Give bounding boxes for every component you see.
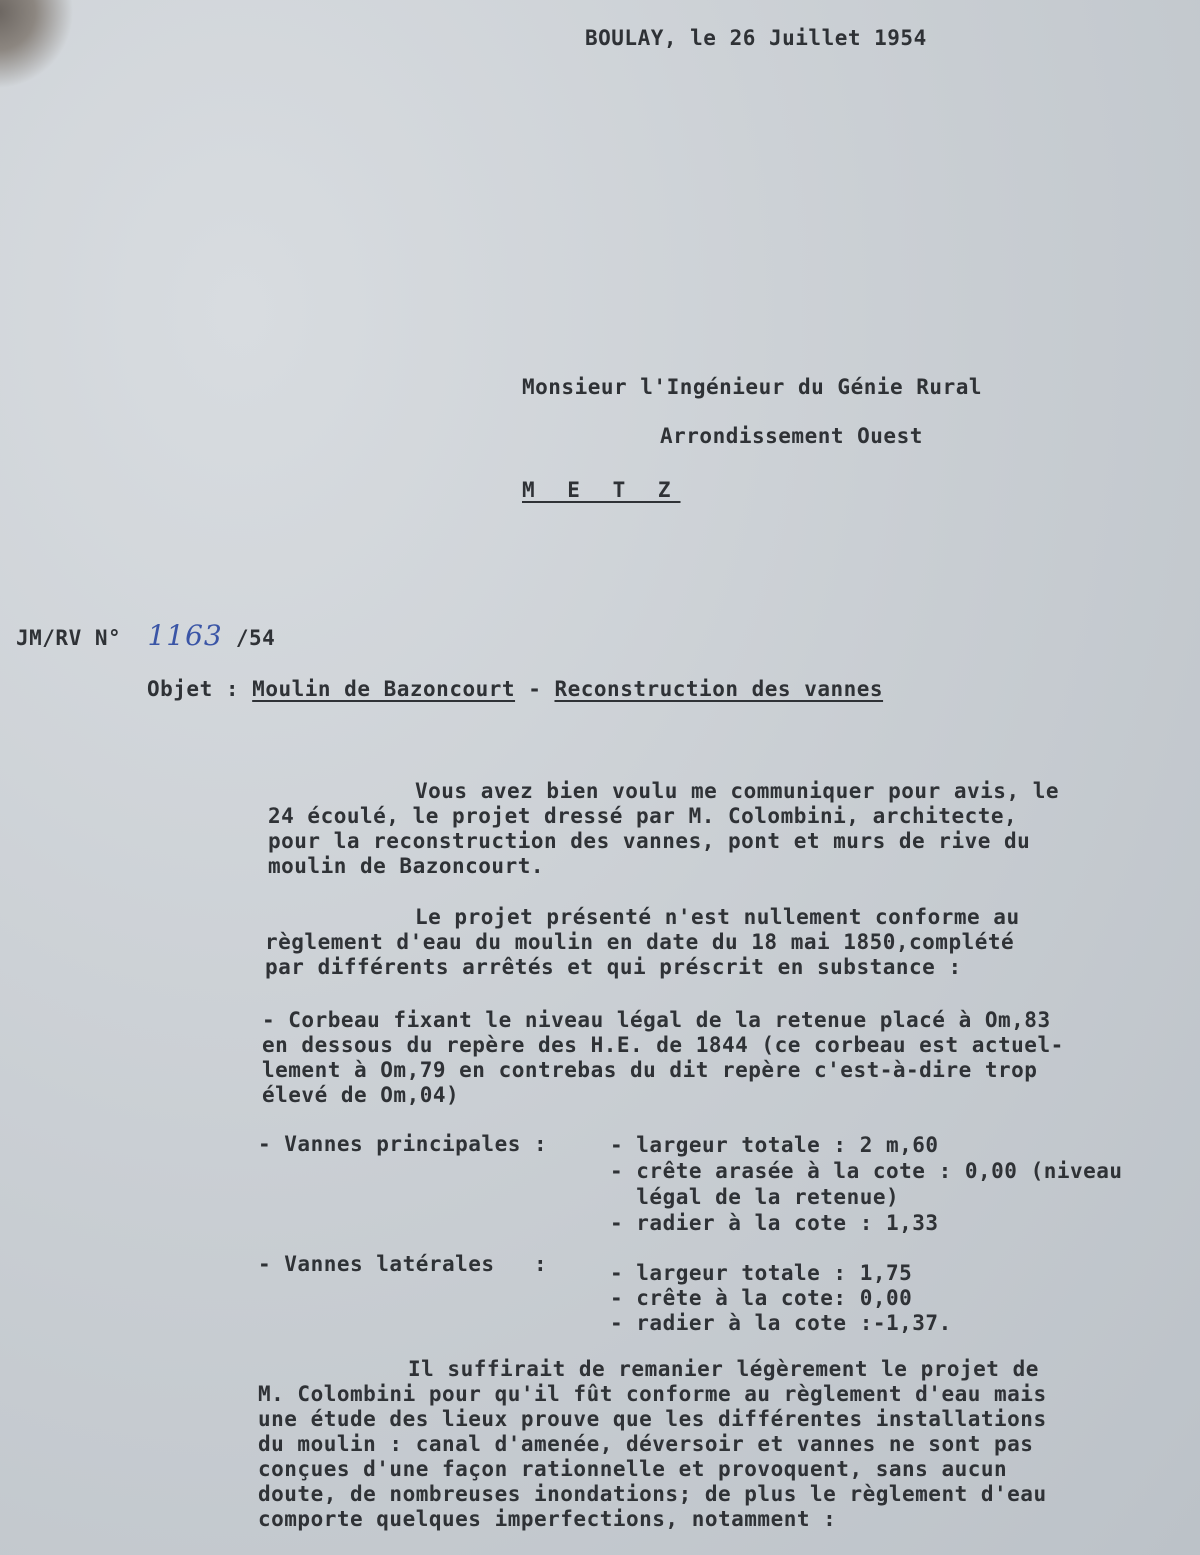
vannes-principales-item-4: - radier à la cote : 1,33 [610, 1211, 939, 1235]
recipient-line-2: Arrondissement Ouest [660, 424, 923, 448]
paragraph-4-line-6: doute, de nombreuses inondations; de plus le règlement d'eau [258, 1482, 1047, 1506]
recipient-city: M E T Z [522, 478, 681, 502]
vannes-principales-item-1: - largeur totale : 2 m,60 [610, 1133, 939, 1157]
vannes-principales-label: - Vannes principales : [258, 1132, 548, 1156]
reference-prefix: JM/RV N° [16, 626, 122, 650]
paragraph-1-line-2: 24 écoulé, le projet dressé par M. Colombini, architecte, [268, 804, 1018, 828]
subject-part-2: Reconstruction des vannes [554, 677, 884, 701]
paragraph-3-line-3: lement à Om,79 en contrebas du dit repère c'est-à-dire trop [262, 1058, 1038, 1082]
paragraph-3-line-4: élevé de Om,04) [262, 1083, 460, 1107]
subject-separator: - [515, 677, 555, 701]
paragraph-4-line-2: M. Colombini pour qu'il fût conforme au règlement d'eau mais [258, 1382, 1047, 1406]
paragraph-3-line-1: - Corbeau fixant le niveau légal de la retenue placé à Om,83 [262, 1008, 1051, 1032]
paragraph-1-line-3: pour la reconstruction des vannes, pont et murs de rive du [268, 829, 1031, 853]
subject-line [147, 677, 883, 702]
recipient-line-1: Monsieur l'Ingénieur du Génie Rural [522, 375, 983, 399]
paragraph-3-line-2: en dessous du repère des H.E. de 1844 (ce corbeau est actuel- [262, 1033, 1064, 1057]
place-date: BOULAY, le 26 Juillet 1954 [585, 26, 927, 50]
vannes-laterales-item-3: - radier à la cote :-1,37. [610, 1311, 952, 1335]
paragraph-4-line-5: conçues d'une façon rationnelle et provoquent, sans aucun [258, 1457, 1008, 1481]
paragraph-4-line-3: une étude des lieux prouve que les différentes installations [258, 1407, 1047, 1431]
paragraph-1-line-1: Vous avez bien voulu me communiquer pour avis, le [415, 779, 1060, 803]
vannes-principales-item-3: légal de la retenue) [610, 1185, 900, 1209]
vannes-laterales-item-1: - largeur totale : 1,75 [610, 1261, 913, 1285]
reference-line [16, 619, 276, 652]
vannes-laterales-item-2: - crête à la cote: 0,00 [610, 1286, 913, 1310]
paragraph-4-line-7: comporte quelques imperfections, notamment : [258, 1507, 837, 1531]
paragraph-1-line-4: moulin de Bazoncourt. [268, 854, 545, 878]
paragraph-4-line-4: du moulin : canal d'amenée, déversoir et vannes ne sont pas [258, 1432, 1034, 1456]
paragraph-4-line-1: Il suffirait de remanier légèrement le projet de [408, 1357, 1039, 1381]
reference-suffix: /54 [235, 626, 276, 650]
vannes-principales-item-2: - crête arasée à la cote : 0,00 (niveau [610, 1159, 1123, 1183]
subject-label: Objet : [147, 677, 240, 701]
paragraph-2-line-3: par différents arrêtés et qui préscrit en substance : [265, 955, 962, 979]
paragraph-2-line-1: Le projet présenté n'est nullement conforme au [415, 905, 1020, 929]
paragraph-2-line-2: règlement d'eau du moulin en date du 18 mai 1850,complété [265, 930, 1015, 954]
torn-corner-mark [0, 0, 95, 95]
subject-part-1: Moulin de Bazoncourt [252, 677, 516, 701]
vannes-laterales-label: - Vannes latérales : [258, 1252, 548, 1276]
reference-handwritten-number: 1163 [147, 619, 223, 652]
